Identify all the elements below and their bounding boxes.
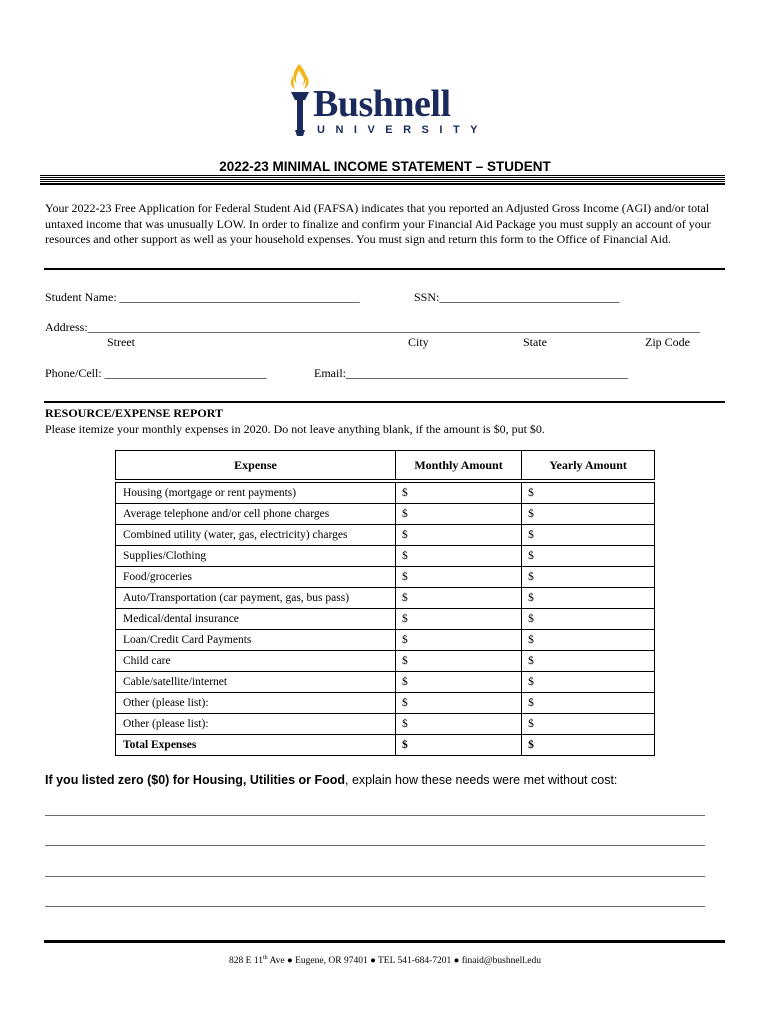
ssn-field[interactable]: SSN:______________________________ xyxy=(414,290,620,304)
explain-line[interactable]: ______________________________________________________________________________________________________________ xyxy=(45,864,705,878)
table-row xyxy=(116,504,655,525)
expense-label: Child care xyxy=(116,651,396,672)
email-field[interactable]: Email:_______________________________________________ xyxy=(314,366,628,380)
yearly-amount-cell[interactable]: $ xyxy=(522,546,655,567)
state-label: State xyxy=(523,335,547,349)
yearly-amount-cell[interactable]: $ xyxy=(522,481,655,504)
table-row xyxy=(116,630,655,651)
table-row xyxy=(116,525,655,546)
expense-label: Other (please list): xyxy=(116,693,396,714)
phone-field[interactable]: Phone/Cell: ___________________________ xyxy=(45,366,267,380)
yearly-amount-cell[interactable]: $ xyxy=(522,504,655,525)
table-row xyxy=(116,546,655,567)
table-row xyxy=(116,567,655,588)
yearly-amount-cell[interactable]: $ xyxy=(522,672,655,693)
expense-table xyxy=(115,450,655,756)
brand-name: Bushnell xyxy=(313,83,451,125)
city-label: City xyxy=(408,335,429,349)
expense-label: Auto/Transportation (car payment, gas, bus pass) xyxy=(116,588,396,609)
explain-line[interactable]: ______________________________________________________________________________________________________________ xyxy=(45,833,705,847)
expense-label: Total Expenses xyxy=(116,735,396,756)
monthly-amount-cell[interactable]: $ xyxy=(395,672,521,693)
monthly-amount-cell[interactable]: $ xyxy=(395,525,521,546)
divider xyxy=(44,401,725,403)
footer-sup: th xyxy=(263,955,268,961)
table-row xyxy=(116,588,655,609)
torch-icon xyxy=(285,62,315,137)
explain-question xyxy=(45,773,617,787)
title-divider xyxy=(40,175,725,185)
yearly-amount-cell[interactable]: $ xyxy=(522,609,655,630)
explain-rest: , explain how these needs were met without cost: xyxy=(345,773,618,787)
yearly-amount-cell[interactable]: $ xyxy=(522,714,655,735)
table-row xyxy=(116,672,655,693)
monthly-amount-cell[interactable]: $ xyxy=(395,588,521,609)
section-instructions: Please itemize your monthly expenses in 2020. Do not leave anything blank, if the amount is $0, put $0. xyxy=(45,422,545,436)
footer-contact xyxy=(0,955,770,966)
yearly-amount-cell[interactable]: $ xyxy=(522,567,655,588)
expense-label: Supplies/Clothing xyxy=(116,546,396,567)
column-header: Yearly Amount xyxy=(522,451,655,482)
table-row xyxy=(116,714,655,735)
table-row xyxy=(116,693,655,714)
bushnell-logo xyxy=(285,62,490,142)
monthly-amount-cell[interactable]: $ xyxy=(395,735,521,756)
intro-paragraph: Your 2022-23 Free Application for Federal Student Aid (FAFSA) indicates that you reported an Adjusted Gross Income (AGI) and/or total untaxed income that was unusually LOW. In order to finalize and confirm your Financial Aid Package you must supply an account of your resources and other support as well as your household expenses. You must sign and return this form to the Office of Financial Aid. xyxy=(45,201,711,246)
monthly-amount-cell[interactable]: $ xyxy=(395,481,521,504)
explain-line[interactable]: ______________________________________________________________________________________________________________ xyxy=(45,894,705,908)
expense-label: Average telephone and/or cell phone charges xyxy=(116,504,396,525)
table-row xyxy=(116,651,655,672)
footer-address: 828 E 11 xyxy=(229,956,263,967)
monthly-amount-cell[interactable]: $ xyxy=(395,504,521,525)
student-name-field[interactable]: Student Name: ________________________________________ xyxy=(45,290,360,304)
expense-label: Medical/dental insurance xyxy=(116,609,396,630)
table-header-row xyxy=(116,451,655,482)
table-row xyxy=(116,609,655,630)
expense-label: Food/groceries xyxy=(116,567,396,588)
table-row xyxy=(116,481,655,504)
monthly-amount-cell[interactable]: $ xyxy=(395,630,521,651)
expense-label: Loan/Credit Card Payments xyxy=(116,630,396,651)
expense-label: Cable/satellite/internet xyxy=(116,672,396,693)
expense-label: Housing (mortgage or rent payments) xyxy=(116,481,396,504)
monthly-amount-cell[interactable]: $ xyxy=(395,651,521,672)
footer-divider xyxy=(44,940,725,943)
section-heading: RESOURCE/EXPENSE REPORT xyxy=(45,406,223,420)
monthly-amount-cell[interactable]: $ xyxy=(395,714,521,735)
monthly-amount-cell[interactable]: $ xyxy=(395,693,521,714)
address-field[interactable]: Address:______________________________________________________________________________________________________ xyxy=(45,320,700,334)
brand-sub: UNIVERSITY xyxy=(317,124,489,136)
monthly-amount-cell[interactable]: $ xyxy=(395,567,521,588)
expense-table-body xyxy=(116,481,655,756)
footer-contact-info: Ave ● Eugene, OR 97401 ● TEL 541-684-7201 ● finaid@bushnell.edu xyxy=(267,956,541,967)
column-header: Expense xyxy=(116,451,396,482)
expense-label: Other (please list): xyxy=(116,714,396,735)
yearly-amount-cell[interactable]: $ xyxy=(522,693,655,714)
monthly-amount-cell[interactable]: $ xyxy=(395,546,521,567)
yearly-amount-cell[interactable]: $ xyxy=(522,588,655,609)
zip-label: Zip Code xyxy=(645,335,690,349)
total-row xyxy=(116,735,655,756)
explain-line[interactable]: ______________________________________________________________________________________________________________ xyxy=(45,803,705,817)
form-title: 2022-23 MINIMAL INCOME STATEMENT – STUDENT xyxy=(219,159,551,174)
explain-bold: If you listed zero ($0) for Housing, Utilities or Food xyxy=(45,773,346,787)
street-label: Street xyxy=(107,335,135,349)
divider xyxy=(44,268,725,270)
yearly-amount-cell[interactable]: $ xyxy=(522,630,655,651)
yearly-amount-cell[interactable]: $ xyxy=(522,651,655,672)
yearly-amount-cell[interactable]: $ xyxy=(522,525,655,546)
expense-label: Combined utility (water, gas, electricity) charges xyxy=(116,525,396,546)
monthly-amount-cell[interactable]: $ xyxy=(395,609,521,630)
column-header: Monthly Amount xyxy=(395,451,521,482)
yearly-amount-cell[interactable]: $ xyxy=(522,735,655,756)
